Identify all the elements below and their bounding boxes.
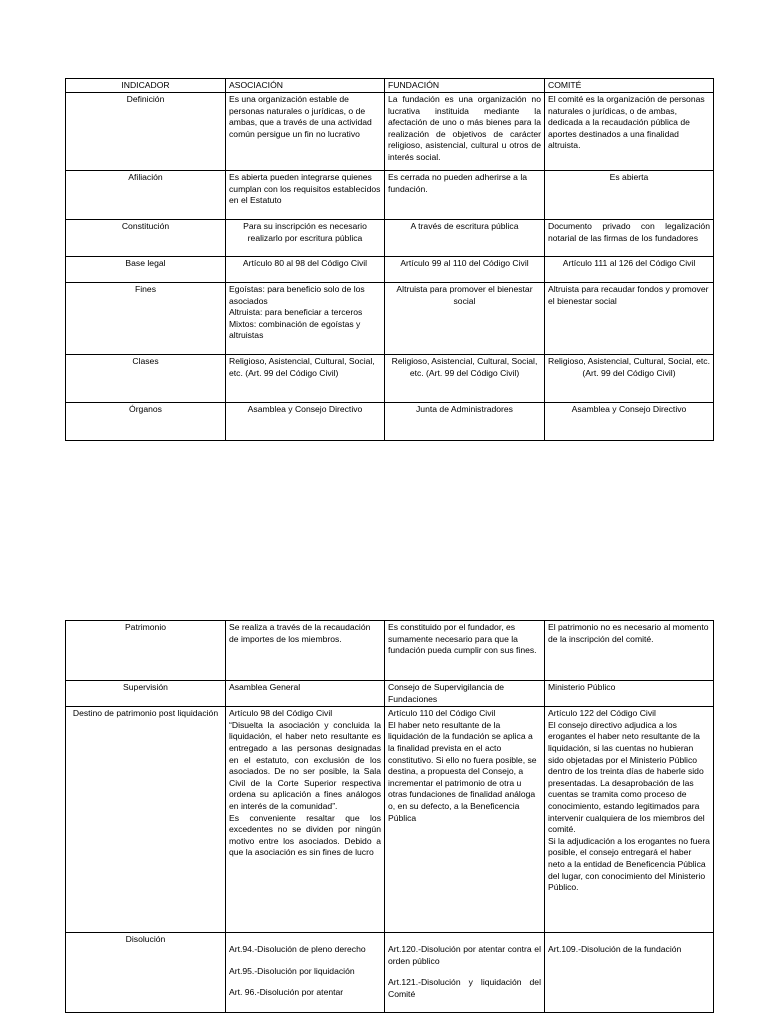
- cell-fundacion: La fundación es una organización no lucrativa instituida mediante la afectación de uno o más bienes para la realización de objetivos de carácter religioso, asistencial, cultural u otros de interés social.: [385, 93, 545, 171]
- text-line: Art.121.-Disolución y liquidación del Comité: [388, 977, 541, 999]
- cell-comite: El comité es la organización de personas naturales o jurídicas, o de ambas, dedicada a la recaudación pública de aportes destinados a una finalidad altruista.: [545, 93, 714, 171]
- cell-asociacion: Asamblea General: [226, 681, 385, 707]
- text-line: Art.94.-Disolución de pleno derecho: [229, 944, 366, 955]
- row-patrimonio: [66, 621, 714, 681]
- text-line: Egoístas: para beneficio solo de los asociados: [229, 284, 365, 306]
- text-line: Artículo 110 del Código Civil: [388, 708, 496, 719]
- row-fines: [66, 283, 714, 355]
- cell-asociacion: [226, 707, 385, 933]
- cell-comite: Es abierta: [545, 171, 714, 220]
- cell-comite: Asamblea y Consejo Directivo: [545, 403, 714, 441]
- row-label: Afiliación: [66, 171, 226, 220]
- header-indicador: INDICADOR: [66, 79, 226, 93]
- cell-fundacion: Es cerrada no pueden adherirse a la fundación.: [385, 171, 545, 220]
- cell-comite: Artículo 111 al 126 del Código Civil: [545, 257, 714, 283]
- cell-asociacion: Para su inscripción es necesario realizarlo por escritura pública: [226, 220, 385, 257]
- header-row: [66, 79, 714, 93]
- cell-comite: [545, 933, 714, 1013]
- row-constitucion: [66, 220, 714, 257]
- row-label: Destino de patrimonio post liquidación: [66, 707, 226, 933]
- cell-comite: [545, 707, 714, 933]
- row-supervision: [66, 681, 714, 707]
- text-line: “Disuelta la asociación y concluida la liquidación, el haber neto resultante es entregado a las personas designadas en el estatuto, con exclusión de los asociados. De no ser posible, la Sala Civil de la Corte Superior respectiva ordena su aplicación a fines análogos en interés de la comunidad”.: [229, 719, 381, 811]
- cell-fundacion: Consejo de Supervigilancia de Fundaciones: [385, 681, 545, 707]
- text-line: Art. 96.-Disolución por atentar: [229, 987, 344, 998]
- row-organos: [66, 403, 714, 441]
- row-base-legal: [66, 257, 714, 283]
- cell-fundacion: Altruista para promover el bienestar social: [385, 283, 545, 355]
- text-line: Art.95.-Disolución por liquidación: [229, 965, 355, 976]
- cell-comite: Documento privado con legalización notarial de las firmas de los fundadores: [545, 220, 714, 257]
- cell-comite: Altruista para recaudar fondos y promover el bienestar social: [545, 283, 714, 355]
- row-label: Supervisión: [66, 681, 226, 707]
- text-line: Altruista: para beneficiar a terceros: [229, 307, 363, 318]
- header-asociacion: ASOCIACIÓN: [226, 79, 385, 93]
- text-line: Mixtos: combinación de egoístas y altruistas: [229, 318, 361, 341]
- cell-fundacion: Es constituido por el fundador, es sumamente necesario para que la fundación pueda cumplir con sus fines.: [385, 621, 545, 681]
- cell-asociacion: Se realiza a través de la recaudación de importes de los miembros.: [226, 621, 385, 681]
- cell-asociacion: [226, 933, 385, 1013]
- text-line: El consejo directivo adjudica a los erogantes el haber neto resultante de la liquidación, si las cuentas no hubieran sido objetadas por el Ministerio Público dentro de los treinta días de haberle sido presentadas. La desaprobación de las cuentas se tramita como proceso de conocimiento, estando legitimados para intervenir cualquiera de los miembros del comité.: [548, 719, 705, 835]
- cell-fundacion: [385, 933, 545, 1013]
- cell-fundacion: A través de escritura pública: [385, 220, 545, 257]
- text-line: Si la adjudicación a los erogantes no fuera posible, el consejo entregará el haber neto a la entidad de Beneficencia Pública del lugar, con conocimiento del Ministerio Público.: [548, 835, 710, 893]
- row-label: Patrimonio: [66, 621, 226, 681]
- row-label: Fines: [66, 283, 226, 355]
- row-definicion: [66, 93, 714, 171]
- cell-asociacion: Artículo 80 al 98 del Código Civil: [226, 257, 385, 283]
- comparison-table: [65, 78, 714, 441]
- cell-fundacion: Religioso, Asistencial, Cultural, Social, etc. (Art. 99 del Código Civil): [385, 355, 545, 403]
- header-comite: COMITÉ: [545, 79, 714, 93]
- row-disolucion: [66, 933, 714, 1013]
- cell-fundacion: [385, 707, 545, 933]
- row-label: Disolución: [66, 933, 226, 1013]
- cell-comite: El patrimonio no es necesario al momento de la inscripción del comité.: [545, 621, 714, 681]
- text-line: Artículo 122 del Código Civil: [548, 708, 656, 719]
- cell-fundacion: Junta de Administradores: [385, 403, 545, 441]
- row-label: Clases: [66, 355, 226, 403]
- cell-fundacion: Artículo 99 al 110 del Código Civil: [385, 257, 545, 283]
- text-line: Es conveniente resaltar que los excedentes no se dividen por ningún motivo entre los asociados. Debido a que la asociación es sin fines de lucro: [229, 812, 381, 858]
- cell-asociacion: Es una organización estable de personas naturales o jurídicas, o de ambas, que a través de una actividad común persigue un fin no lucrativo: [226, 93, 385, 171]
- text-line: Art.109.-Disolución de la fundación: [548, 944, 682, 955]
- cell-asociacion: [226, 283, 385, 355]
- row-label: Órganos: [66, 403, 226, 441]
- cell-comite: Ministerio Público: [545, 681, 714, 707]
- comparison-table-continued: [65, 620, 714, 1013]
- row-destino: [66, 707, 714, 933]
- row-label: Base legal: [66, 257, 226, 283]
- text-line: Art.120.-Disolución por atentar contra el orden público: [388, 944, 541, 966]
- row-label: Definición: [66, 93, 226, 171]
- text-line: El haber neto resultante de la liquidación de la fundación se aplica a la finalidad prevista en el acto constitutivo. Si ello no fuera posible, se destina, a propuesta del Consejo, a incrementar el patrimonio de otra u otras fundaciones de finalidad análoga o, en su defecto, a la Beneficencia Pública: [388, 719, 537, 823]
- header-fundacion: FUNDACIÓN: [385, 79, 545, 93]
- cell-asociacion: Religioso, Asistencial, Cultural, Social, etc. (Art. 99 del Código Civil): [226, 355, 385, 403]
- row-afiliacion: [66, 171, 714, 220]
- cell-asociacion: Asamblea y Consejo Directivo: [226, 403, 385, 441]
- cell-asociacion: Es abierta pueden integrarse quienes cumplan con los requisitos establecidos en el Estatuto: [226, 171, 385, 220]
- row-label: Constitución: [66, 220, 226, 257]
- text-line: Artículo 98 del Código Civil: [229, 708, 333, 719]
- cell-comite: Religioso, Asistencial, Cultural, Social, etc. (Art. 99 del Código Civil): [545, 355, 714, 403]
- row-clases: [66, 355, 714, 403]
